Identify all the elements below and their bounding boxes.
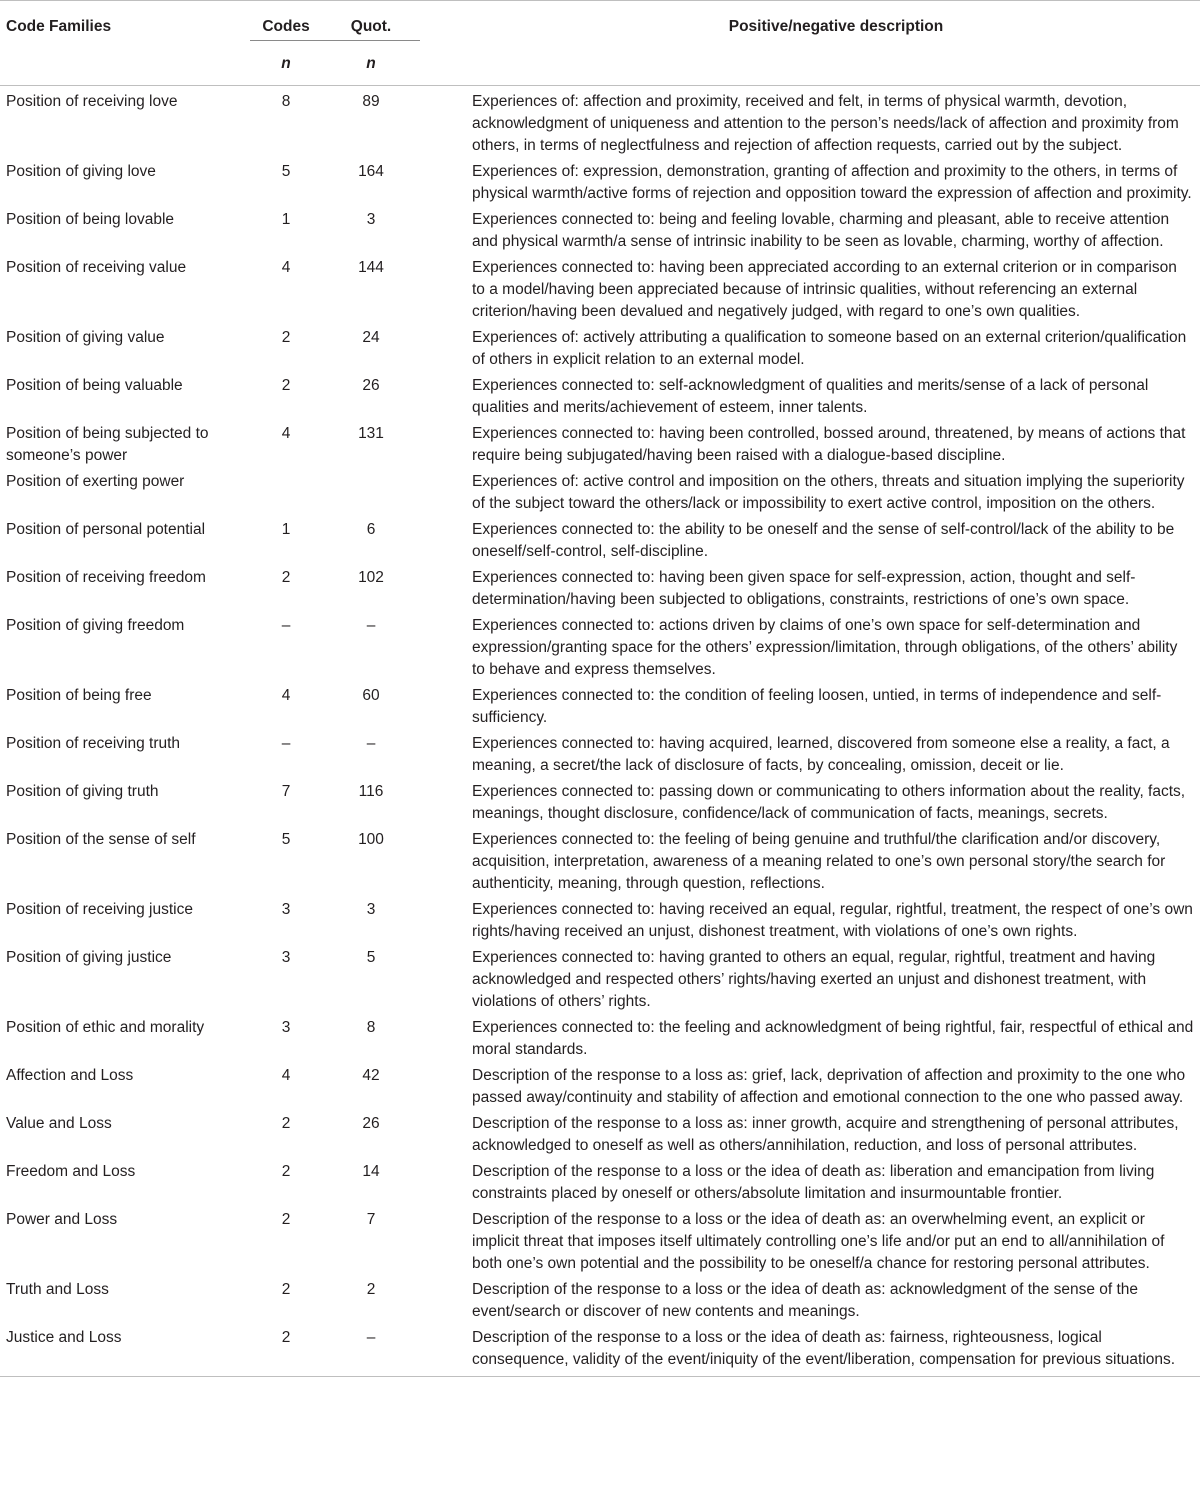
quotations-count-cell: 60 [362,687,380,704]
code-family-cell: Affection and Loss [6,1067,134,1084]
description-cell: Experiences connected to: having acquired, learned, discovered from someone else a reality, a fact, a meaning, a secret/the lack of disclosure of facts, by concealing, omission, deceit or lie. [472,735,1170,774]
spacer-cell [420,327,472,375]
code-family-cell: Position of giving love [6,163,156,180]
table-row [0,781,1200,829]
table-row [0,375,1200,423]
quotations-count-cell [322,471,420,519]
codes-count-cell: 4 [281,1067,291,1084]
spacer-cell [420,161,472,209]
code-family-cell: Power and Loss [6,1211,118,1228]
code-family-cell: Position of being lovable [6,211,175,228]
codes-count-cell: 2 [281,569,291,586]
codes-count-cell: 4 [281,687,291,704]
description-cell: Experiences connected to: the feeling of being genuine and truthful/the clarification and/or discovery, acquisition, interpretation, awareness of a meaning related to one’s own personal story/the search for authenticity, meaning, through question, reflections. [472,831,1166,892]
code-family-cell: Position of receiving justice [6,901,193,918]
codes-count-cell: 1 [281,211,291,228]
table-row [0,733,1200,781]
description-cell: Experiences connected to: actions driven by claims of one’s own space for self-determination and expression/granting space for the others’ expression/limitation, through obligations, of the others’ ability to behave and express themselves. [472,617,1178,678]
code-family-cell: Position of receiving truth [6,735,181,752]
codes-count-cell: 1 [281,521,291,538]
codes-count-cell: 4 [281,259,291,276]
codes-count-cell: 2 [250,1327,322,1377]
quotations-count-cell: 14 [362,1163,380,1180]
codes-count-cell [250,471,322,519]
codes-count-cell: 2 [281,1163,291,1180]
spacer-cell [420,471,472,519]
code-family-cell: Position of giving value [6,329,165,346]
table-row [0,257,1200,327]
codes-count-cell: 2 [281,377,291,394]
table-body [0,86,1200,1377]
spacer-cell [420,423,472,471]
quotations-count-cell: 24 [362,329,380,346]
table-row [0,1017,1200,1065]
description-cell: Description of the response to a loss or the idea of death as: an overwhelming event, an explicit or implicit threat that imposes itself ultimately controlling one’s life and/or put an end to all/annihilation of both one’s own potential and the possibility to be oneself/a chance for restoring personal attributes. [472,1211,1165,1272]
code-family-cell: Position of being subjected to someone’s power [6,425,209,464]
spacer-cell [420,1327,472,1377]
description-cell: Experiences connected to: having granted to others an equal, regular, rightful, treatment and having acknowledged and respected others’ rights/having exerted an unjust and dishonest treatment, with violations of others’ rights. [472,949,1156,1010]
description-cell: Experiences connected to: the condition of feeling loosen, untied, in terms of independence and self-sufficiency. [472,687,1162,726]
codes-count-cell: – [281,735,291,752]
header-codes: Codes [250,1,322,41]
spacer-cell [420,829,472,899]
spacer-cell [420,375,472,423]
table-row [0,1279,1200,1327]
spacer-cell [420,567,472,615]
code-family-cell: Justice and Loss [0,1327,250,1377]
codes-count-cell: 8 [281,93,291,110]
table-row [0,1113,1200,1161]
quotations-count-cell: 89 [362,93,380,110]
codes-count-cell: 2 [281,1281,291,1298]
quotations-count-cell: 7 [366,1211,376,1228]
description-cell: Experiences connected to: being and feeling lovable, charming and pleasant, able to receive attention and physical warmth/a sense of intrinsic inability to be seen as lovable, charming, worthy of affection. [472,211,1170,250]
description-cell: Experiences of: active control and imposition on the others, threats and situation implying the superiority of the subject toward the others/lack or impossibility to exert active control, imposition on the others. [472,473,1185,512]
table-row [0,423,1200,471]
subheader-empty [0,41,250,86]
table-row [0,947,1200,1017]
quotations-count-cell: 116 [358,783,384,800]
quotations-count-cell: – [322,1327,420,1377]
description-cell: Experiences of: actively attributing a qualification to someone based on an external criterion/qualification of others in explicit relation to an external model. [472,329,1187,368]
subheader-codes-n: n [250,41,322,86]
spacer-cell [420,209,472,257]
spacer-cell [420,86,472,162]
quotations-count-cell: 164 [358,163,384,180]
description-cell: Description of the response to a loss or the idea of death as: acknowledgment of the sense of the event/search or discover of new contents and meanings. [472,1281,1139,1320]
spacer-cell [420,899,472,947]
description-cell: Description of the response to a loss as: inner growth, acquire and strengthening of personal attributes, acknowledged to oneself as well as others/annihilation, reduction, and loss of personal attributes. [472,1115,1179,1154]
spacer-cell [420,947,472,1017]
spacer-cell [420,615,472,685]
code-family-cell: Truth and Loss [6,1281,109,1298]
table-row [0,1209,1200,1279]
table-row [0,86,1200,162]
spacer-cell [420,257,472,327]
quotations-count-cell: – [366,617,376,634]
description-cell: Description of the response to a loss or the idea of death as: liberation and emancipation from living constraints placed by oneself or others/absolute limitation and insurmountable frontier. [472,1163,1155,1202]
header-code-families: Code Families [0,1,250,41]
code-family-cell: Position of giving justice [6,949,172,966]
quotations-count-cell: 8 [366,1019,376,1036]
spacer-cell [420,1017,472,1065]
subheader-desc-empty [472,41,1200,86]
codes-count-cell: 3 [281,901,291,918]
quotations-count-cell: 3 [366,901,376,918]
table-row [0,327,1200,375]
table-row [0,1161,1200,1209]
quotations-count-cell: 100 [358,831,384,848]
subheader-spacer [420,41,472,86]
code-family-cell: Value and Loss [6,1115,112,1132]
description-cell: Experiences connected to: the ability to be oneself and the sense of self-control/lack of the ability to be oneself/self-control, self-discipline. [472,521,1175,560]
spacer-cell [420,519,472,567]
spacer-cell [420,1209,472,1279]
table-row [0,471,1200,519]
code-family-cell: Position of ethic and morality [6,1019,205,1036]
header-description: Positive/negative description [472,1,1200,41]
quotations-count-cell: 6 [366,521,376,538]
code-family-cell: Position of receiving value [6,259,187,276]
code-family-cell: Position of the sense of self [6,831,196,848]
header-quotations: Quot. [322,1,420,41]
table-row [0,615,1200,685]
description-cell: Experiences of: expression, demonstration, granting of affection and proximity to the others, in terms of physical warmth/active forms of rejection and opposition toward the expression of affection and proximity. [472,163,1192,202]
code-family-cell: Position of giving truth [6,783,159,800]
code-family-cell: Position of being free [6,687,152,704]
table-row [0,567,1200,615]
codes-count-cell: 7 [281,783,291,800]
table-row [0,899,1200,947]
codes-count-cell: 3 [281,949,291,966]
subheader-quot-n: n [322,41,420,86]
code-family-cell: Freedom and Loss [6,1163,136,1180]
description-cell: Experiences connected to: the feeling and acknowledgment of being rightful, fair, respectful of ethical and moral standards. [472,1019,1194,1058]
codes-count-cell: 2 [281,1211,291,1228]
code-family-cell: Position of giving freedom [6,617,185,634]
header-spacer [420,1,472,41]
description-cell: Experiences connected to: passing down or communicating to others information about the reality, facts, meanings, thought disclosure, confidence/lack of communication of facts, meanings, secrets. [472,783,1186,822]
quotations-count-cell: 5 [366,949,376,966]
table-row [0,519,1200,567]
quotations-count-cell: 26 [362,1115,380,1132]
spacer-cell [420,1113,472,1161]
code-family-cell: Position of being valuable [6,377,183,394]
code-family-cell: Position of receiving freedom [6,569,206,586]
codes-count-cell: – [281,617,291,634]
description-cell: Experiences connected to: having been controlled, bossed around, threatened, by means of actions that require being subjugated/having been raised with a dialogue-based discipline. [472,425,1186,464]
quotations-count-cell: 3 [366,211,376,228]
description-cell: Experiences connected to: having been given space for self-expression, action, thought and self-determination/having been subjected to obligations, constraints, restrictions of one’s own space. [472,569,1136,608]
table-row [0,685,1200,733]
spacer-cell [420,733,472,781]
table-row [0,209,1200,257]
code-family-cell: Position of personal potential [6,521,206,538]
codes-count-cell: 2 [281,329,291,346]
spacer-cell [420,1065,472,1113]
quotations-count-cell: 131 [358,425,384,442]
quotations-count-cell: 26 [362,377,380,394]
quotations-count-cell: – [366,735,376,752]
codes-count-cell: 4 [281,425,291,442]
table-row [0,161,1200,209]
table-row [0,829,1200,899]
description-cell: Experiences of: affection and proximity, received and felt, in terms of physical warmth, devotion, acknowledgment of uniqueness and attention to the person’s needs/lack of affection and proximity from others, in terms of neglectfulness and rejection of affection requests, carried out by the subject. [472,93,1179,154]
code-family-cell: Position of exerting power [6,473,185,490]
description-cell: Experiences connected to: having received an equal, regular, rightful, treatment, the respect of one’s own rights/having received an unjust, dishonest treatment, with violations of one’s own rights. [472,901,1193,940]
codes-count-cell: 3 [281,1019,291,1036]
description-cell: Description of the response to a loss as: grief, lack, deprivation of affection and proximity to the one who passed away/continuity and stability of affection and emotional connection to the one who passed away. [472,1067,1186,1106]
description-cell: Experiences connected to: having been appreciated according to an external criterion or in comparison to a model/having been appreciated because of intrinsic qualities, without referencing an external criterion/having been devalued and negatively judged, with regard to one’s own qualities. [472,259,1177,320]
table-row [0,1327,1200,1377]
table-row [0,1065,1200,1113]
spacer-cell [420,1279,472,1327]
quotations-count-cell: 144 [358,259,384,276]
spacer-cell [420,781,472,829]
description-cell: Description of the response to a loss or the idea of death as: fairness, righteousness, logical consequence, validity of the event/iniquity of the event/liberation, compensation for previous situations. [472,1327,1200,1377]
quotations-count-cell: 102 [358,569,384,586]
spacer-cell [420,685,472,733]
quotations-count-cell: 2 [366,1281,376,1298]
description-cell: Experiences connected to: self-acknowledgment of qualities and merits/sense of a lack of personal qualities and merits/achievement of esteem, inner talents. [472,377,1149,416]
codes-count-cell: 5 [281,163,291,180]
code-family-cell: Position of receiving love [6,93,178,110]
quotations-count-cell: 42 [362,1067,380,1084]
spacer-cell [420,1161,472,1209]
codes-count-cell: 5 [281,831,291,848]
codes-count-cell: 2 [281,1115,291,1132]
